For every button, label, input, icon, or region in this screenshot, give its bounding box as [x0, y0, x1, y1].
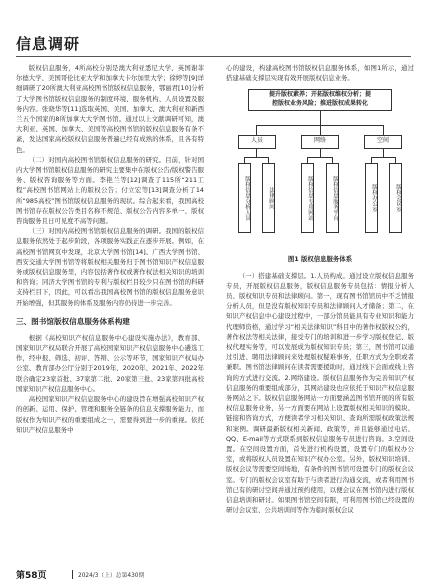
diagram-leaf-service-platform: 版权信息服务平台	[326, 163, 339, 233]
paragraph: 根据《高校知识产权信息服务中心建设实施办法》，教育部、国家知识产权局联合开展了高校国家知识产权信息服务中心遴选工作，经申报、筛选、初评、答辩、公示等环节，国家知识产权局办公室、教育部办公厅分别于2019年、2020年、2021年、2022年联合确定23家首批、37家第二批、20家第三批、23家第四批高校国家知识产权信息服务中心。	[16, 333, 204, 393]
connector-line	[383, 149, 384, 157]
connector-line	[256, 125, 257, 135]
paragraph: 高校国家知识产权信息服务中心的建设旨在增强高校知识产权的创新、运用、保护、管理和服务全链条的信息支撑服务能力，而版权作为知识产权的重要组成之一，需要得到进一步的重视。依托知识产权信息服务中	[16, 395, 204, 434]
connector-line	[383, 125, 384, 135]
connector-line	[320, 149, 321, 157]
diagram-box-personnel: 人员	[238, 135, 276, 149]
header-divider	[16, 56, 411, 57]
connector-line	[320, 125, 321, 135]
diagram-top-box: 提升版权素养；开拓版权维权分析；提 控版权业务风险；推进版权成果转化	[248, 89, 392, 111]
diagram-box-network: 网络	[301, 135, 339, 149]
right-column	[226, 63, 414, 515]
page-number: 第58页	[16, 571, 47, 581]
section-header-title: 信息调研	[16, 35, 81, 53]
paragraph: 心的建设，构建高校图书馆版权信息服务体系，如图1所示，通过搭建基础支撑层实现有效开展版权信息业务。	[226, 64, 414, 83]
paragraph: （三）对国内高校图书馆版权信息服务的调研。我国的版权信息服务依然处于起步阶段，各项服务实践正在逐步开展。例如，在高校图书馆网页中发现，北京大学图书馆[14]、广西大学图书馆、西安交通大学图书馆等将版权相关服务归于图书馆知识产权信息服务或版权信息服务里，内容包括著作权或著作权法相关知识的培训和咨询；同济大学图书馆的专利与版权栏目较少只在图书馆的科研支持栏目下，因此，可以看出我国高校图书馆的版权信息服务意识开始增强，但其服务的体系及服务内容仍待进一步完善。	[16, 227, 204, 307]
connector-line	[371, 157, 395, 158]
diagram-leaf-legal-counsel: 法律顾问	[262, 163, 275, 233]
diagram-box-space: 空间	[364, 135, 402, 149]
connector-line	[307, 157, 332, 158]
connector-line	[244, 157, 268, 158]
footer-divider	[72, 570, 73, 579]
paragraph: （一）搭建基础支撑层。1.人员构成。通过设立版权信息服务专员，开展版权信息服务，版权信息服务专员包括：情报分析人员、版权知识专员和法律顾问。第一，现有图书馆馆员中不乏情报分析人员，但是没有版权知识专员和法律顾问人才储备；第二，在知识产权信息中心建设过程中，一部分馆员能具有专业知识和能力代理师资格，通过学习“相关法律知识”科目中的著作权版权公约，著作权法等相关法律，接受专门的培训和进一步学习版权登记、版权代理实务等，可以发展成为版权知识专员；第三，图书馆可以通过引进、聘用法律顾问来处理版权疑难事务，任职方式为全职或者兼职。图书馆法律顾问在读者需要援助时，通过线下会面或线上咨询的方式进行交流。2.网络建设。版权信息服务作为完善知识产权信息服务的重要组成部分，其网站建设也应依托于知识产权信息服务网站之下。版权信息服务网站一方面要涵盖图书馆开展的所有版权信息服务业务，另一方面要在网站上设置版权相关知识的模块、链接和咨询方式，方便读者学习相关知识、查询所需版权政策法规和案例。调研最新版权相关新闻、政策等，并且能够通过电话、QQ、E-mail等方式联系到版权信息服务专员进行咨询。3.空间设置。在空间设置方面，首先进行机构设置，设置专门的版权办公室，或将版权人员设置在知识产权办公室。另外，版权知识培训、版权会议等需要空间场地，有条件的图书馆可设置专门的版权会议室。专门的版权会议室有助于与读者进行沟通交流，或者利用图书馆已有的研讨空间并通过预约使用，以便会议在图书馆内进行版权信息培训和研讨。如果图书馆空间有限，可利用图书馆已经设置的研讨会议室、公共培训间等作为临时版权会议	[226, 271, 414, 515]
connector-line	[320, 111, 321, 125]
paragraph: 版权信息服务，4所高校分别是澳大利亚悉尼大学、英国谢菲尔德大学、美国哥伦比亚大学和加拿大卡尔加里大学；徐婷等[9]详细调研了20所澳大利亚高校图书馆版权信息服务，鄂丽君[10]分析了大学图书馆版权信息服务的制度环境、服务机构、人员设置及服务内容。张晓华等[11]选取英国、美国、加拿大、澳大利亚和新西兰五个国家的8所加拿大大学图书馆。通过以上文献调研可知，澳大利亚、英国、加拿大、美国等高校图书馆的版权信息服务有条不紊，发达国家高校版权信息服务普遍已经有成熟的体系，且各有特色。	[16, 64, 204, 154]
page-footer	[0, 566, 427, 585]
diagram-leaf-copyright-office: 版权办公室	[365, 163, 378, 233]
paragraph: （二）对国内高校图书馆版权信息服务的研究。目前，针对国内大学图书馆版权信息服务的研究主要集中在版权公告/版权警告服务、版权咨询服务等方面。李艳兰等[12]调查了115所“211工程”高校图书馆网站上的版权公告；付立宏等[13]调查分析了14所“985高校”图书馆版权信息服务的现状。综合起来看，我国高校图书馆存在版权公告类目名称不规范、版权公告内容多单一、版权咨询服务且日可见度不高等问题。	[16, 155, 204, 226]
connector-line	[256, 149, 257, 157]
figure-caption: 图1 版权信息服务体系	[287, 255, 353, 264]
left-column	[16, 63, 204, 435]
section-heading: 三、图书馆版权信息服务体系构建	[16, 316, 130, 326]
header-bar	[0, 0, 427, 18]
diagram-leaf-meeting-room: 版权会议室	[389, 163, 402, 233]
diagram-leaf-analysts: 版权信息分析人员	[238, 163, 251, 233]
service-system-diagram	[226, 87, 414, 251]
diagram-leaf-copyright-website: 版权信息专用网站	[301, 163, 314, 233]
issue-info: 2024/3（上）总第430期	[78, 573, 145, 579]
